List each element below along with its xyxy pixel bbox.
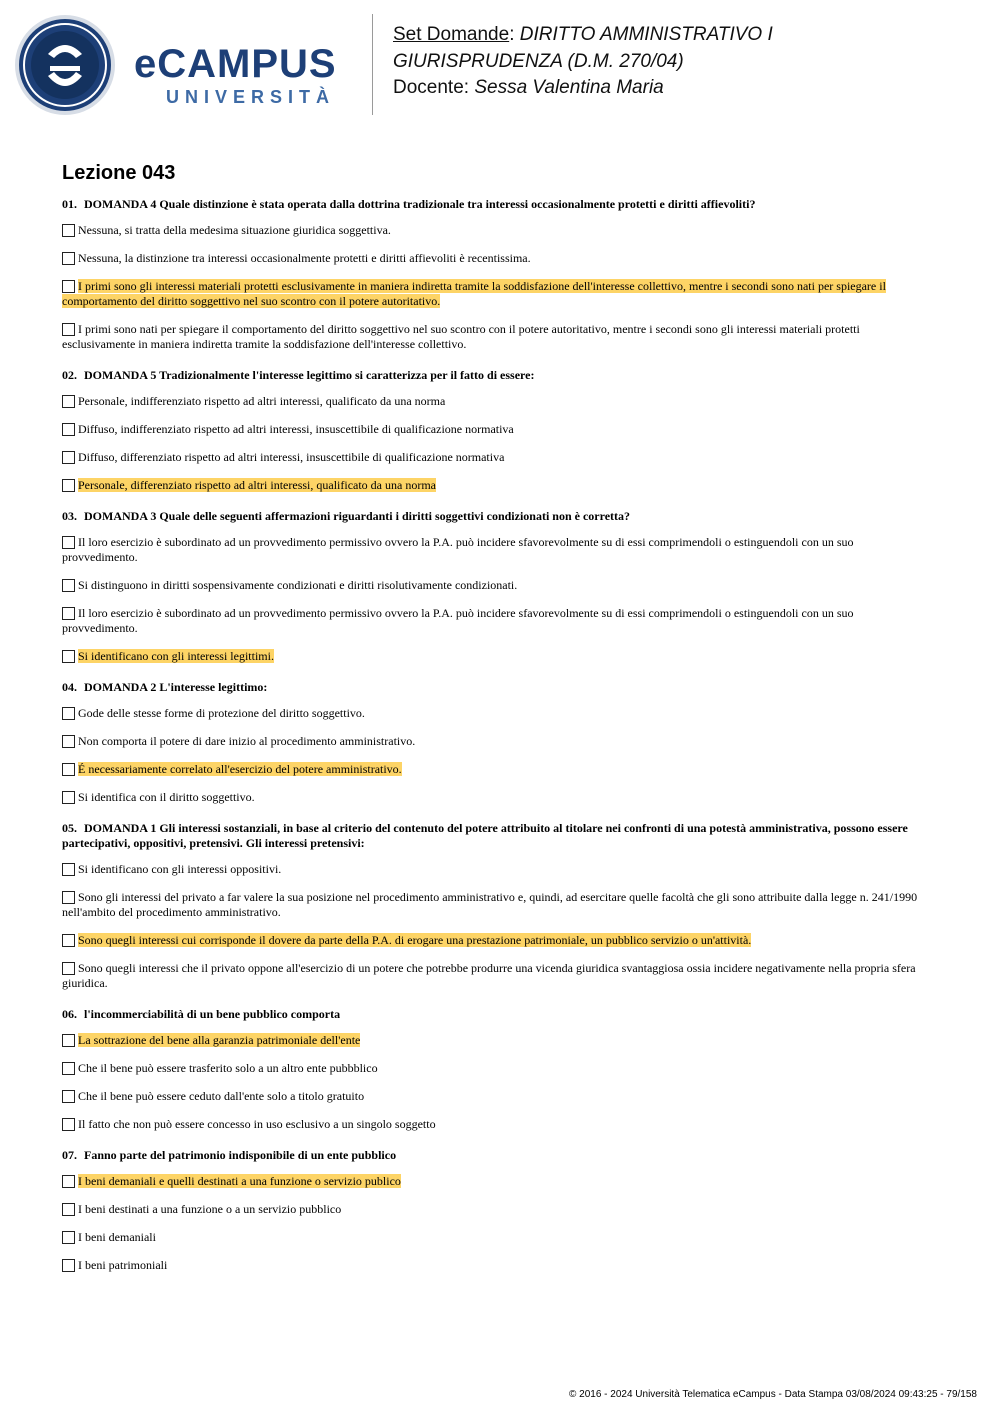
checkbox-icon[interactable] bbox=[62, 707, 75, 720]
set-line-2 bbox=[393, 49, 983, 76]
course-line-2: GIURISPRUDENZA (D.M. 270/04) bbox=[393, 50, 684, 72]
question-block bbox=[62, 1148, 928, 1273]
checkbox-icon[interactable] bbox=[62, 536, 75, 549]
lesson-title: Lezione 043 bbox=[62, 162, 176, 184]
checkbox-icon[interactable] bbox=[62, 1090, 75, 1103]
answer-text: Nessuna, la distinzione tra interessi occasionalmente protetti e diritti affievoliti è recentissima. bbox=[78, 251, 531, 265]
answer-text: Nessuna, si tratta della medesima situazione giuridica soggettiva. bbox=[78, 223, 391, 237]
answer-text: Si identifica con il diritto soggettivo. bbox=[78, 790, 255, 804]
checkbox-icon[interactable] bbox=[62, 934, 75, 947]
answer-option[interactable] bbox=[62, 450, 928, 465]
checkbox-icon[interactable] bbox=[62, 1259, 75, 1272]
answer-text: I beni destinati a una funzione o a un servizio pubblico bbox=[78, 1202, 342, 1216]
answer-option[interactable] bbox=[62, 422, 928, 437]
set-info bbox=[393, 22, 983, 102]
checkbox-icon[interactable] bbox=[62, 323, 75, 336]
answer-text: La sottrazione del bene alla garanzia patrimoniale dell'ente bbox=[78, 1033, 361, 1047]
answer-text: Personale, indifferenziato rispetto ad altri interessi, qualificato da una norma bbox=[78, 394, 446, 408]
checkbox-icon[interactable] bbox=[62, 962, 75, 975]
answer-text: É necessariamente correlato all'esercizio del potere amministrativo. bbox=[78, 762, 402, 776]
checkbox-icon[interactable] bbox=[62, 735, 75, 748]
checkbox-icon[interactable] bbox=[62, 451, 75, 464]
answer-option[interactable] bbox=[62, 251, 928, 266]
checkbox-icon[interactable] bbox=[62, 579, 75, 592]
checkbox-icon[interactable] bbox=[62, 395, 75, 408]
question-title bbox=[62, 368, 928, 383]
logo-subtitle: UNIVERSITÀ bbox=[166, 87, 336, 107]
checkbox-icon[interactable] bbox=[62, 891, 75, 904]
checkbox-icon[interactable] bbox=[62, 607, 75, 620]
document-header bbox=[0, 0, 1000, 125]
answer-option[interactable] bbox=[62, 535, 928, 565]
question-number: 05. bbox=[62, 821, 77, 835]
checkbox-icon[interactable] bbox=[62, 763, 75, 776]
question-title bbox=[62, 1007, 928, 1022]
question-title bbox=[62, 197, 928, 212]
question-block bbox=[62, 509, 928, 664]
question-text: Fanno parte del patrimonio indisponibile di un ente pubblico bbox=[84, 1148, 397, 1162]
set-label: Set Domande bbox=[393, 24, 510, 45]
answer-option[interactable] bbox=[62, 279, 928, 309]
checkbox-icon[interactable] bbox=[62, 252, 75, 265]
checkbox-icon[interactable] bbox=[62, 224, 75, 237]
answer-option[interactable] bbox=[62, 1061, 928, 1076]
answer-text: Il loro esercizio è subordinato ad un provvedimento permissivo ovvero la P.A. può incidere sfavorevolmente su di essi comprimendoli o estinguendoli con un suo provvedimento. bbox=[62, 535, 854, 564]
set-line-1: Set Domande: DIRITTO AMMINISTRATIVO I bbox=[393, 24, 773, 45]
checkbox-icon[interactable] bbox=[62, 791, 75, 804]
answer-option[interactable] bbox=[62, 933, 928, 948]
header-divider bbox=[372, 14, 373, 115]
answer-text: Diffuso, indifferenziato rispetto ad altri interessi, insuscettibile di qualificazione normativa bbox=[78, 422, 514, 436]
checkbox-icon[interactable] bbox=[62, 1118, 75, 1131]
answer-option[interactable] bbox=[62, 606, 928, 636]
question-text: DOMANDA 5 Tradizionalmente l'interesse legittimo si caratterizza per il fatto di essere: bbox=[84, 368, 535, 382]
answer-option[interactable] bbox=[62, 1258, 928, 1273]
answer-text: I beni demaniali e quelli destinati a una funzione o servizio publico bbox=[78, 1174, 401, 1188]
answer-text: I beni patrimoniali bbox=[78, 1258, 168, 1272]
answer-text: Si identificano con gli interessi legittimi. bbox=[78, 649, 274, 663]
docente-label: Docente bbox=[393, 77, 464, 98]
answer-option[interactable] bbox=[62, 1202, 928, 1217]
question-block bbox=[62, 197, 928, 352]
answer-text: Sono gli interessi del privato a far valere la sua posizione nel procedimento amministrativo e, quindi, ad esercitare quelle facoltà che gli sono attribuite dalla legge n. 241/1990 nell'ambito del procedimento amministrativo. bbox=[62, 890, 918, 919]
answer-option[interactable] bbox=[62, 223, 928, 238]
answer-option[interactable] bbox=[62, 1117, 928, 1132]
question-number: 07. bbox=[62, 1148, 77, 1162]
checkbox-icon[interactable] bbox=[62, 650, 75, 663]
answer-text: Che il bene può essere trasferito solo a un altro ente pubbblico bbox=[78, 1061, 378, 1075]
checkbox-icon[interactable] bbox=[62, 280, 75, 293]
answer-option[interactable] bbox=[62, 762, 928, 777]
answer-option[interactable] bbox=[62, 322, 928, 352]
answer-option[interactable] bbox=[62, 961, 928, 991]
answer-text: I primi sono nati per spiegare il comportamento del diritto soggettivo nel suo scontro con il potere autoritativo, mentre i secondi sono gli interessi materiali protetti esclusivamente in maniera indiretta tramite la soddisfazione dell'interesse collettivo. bbox=[62, 322, 860, 351]
answer-option[interactable] bbox=[62, 734, 928, 749]
checkbox-icon[interactable] bbox=[62, 863, 75, 876]
answer-text: Sono quegli interessi cui corrisponde il dovere da parte della P.A. di erogare una prestazione patrimoniale, un pubblico servizio o un'attività. bbox=[78, 933, 752, 947]
question-text: DOMANDA 4 Quale distinzione è stata operata dalla dottrina tradizionale tra interessi occasionalmente protetti e diritti affievoliti? bbox=[84, 197, 756, 211]
question-number: 03. bbox=[62, 509, 77, 523]
answer-text: Che il bene può essere ceduto dall'ente solo a titolo gratuito bbox=[78, 1089, 365, 1103]
question-title bbox=[62, 821, 928, 851]
answer-option[interactable] bbox=[62, 478, 928, 493]
checkbox-icon[interactable] bbox=[62, 1231, 75, 1244]
question-text: DOMANDA 2 L'interesse legittimo: bbox=[84, 680, 268, 694]
logo-wordmark: eCAMPUS bbox=[134, 42, 337, 86]
question-text: l'incommerciabilità di un bene pubblico comporta bbox=[84, 1007, 341, 1021]
question-number: 01. bbox=[62, 197, 77, 211]
answer-option[interactable] bbox=[62, 706, 928, 721]
ecampus-logo-icon bbox=[14, 14, 116, 116]
answer-text: Gode delle stesse forme di protezione del diritto soggettivo. bbox=[78, 706, 365, 720]
question-number: 06. bbox=[62, 1007, 77, 1021]
question-text: DOMANDA 3 Quale delle seguenti affermazioni riguardanti i diritti soggettivi condizionati non è corretta? bbox=[84, 509, 631, 523]
answer-text: Il loro esercizio è subordinato ad un provvedimento permissivo ovvero la P.A. può incidere sfavorevolmente su di essi comprimendoli o estinguendoli con un suo provvedimento. bbox=[62, 606, 854, 635]
answer-option[interactable] bbox=[62, 890, 928, 920]
checkbox-icon[interactable] bbox=[62, 479, 75, 492]
checkbox-icon[interactable] bbox=[62, 1034, 75, 1047]
checkbox-icon[interactable] bbox=[62, 1175, 75, 1188]
answer-option[interactable] bbox=[62, 649, 928, 664]
question-block bbox=[62, 1007, 928, 1132]
checkbox-icon[interactable] bbox=[62, 423, 75, 436]
answer-option[interactable] bbox=[62, 1230, 928, 1245]
question-title bbox=[62, 680, 928, 695]
question-block bbox=[62, 368, 928, 493]
answer-option[interactable] bbox=[62, 862, 928, 877]
answer-option[interactable] bbox=[62, 578, 928, 593]
course-line-1: DIRITTO AMMINISTRATIVO I bbox=[519, 24, 773, 45]
answer-option[interactable] bbox=[62, 1174, 928, 1189]
answer-text: Si identificano con gli interessi oppositivi. bbox=[78, 862, 282, 876]
question-number: 04. bbox=[62, 680, 77, 694]
page-footer: © 2016 - 2024 Università Telematica eCampus - Data Stampa 03/08/2024 09:43:25 - 79/158 bbox=[569, 1389, 977, 1400]
answer-text: Sono quegli interessi che il privato oppone all'esercizio di un potere che potrebbe produrre una vicenda giuridica svantaggiosa ossia incidere negativamente nella propria sfera giuridica. bbox=[62, 961, 916, 990]
answer-text: Diffuso, differenziato rispetto ad altri interessi, insuscettibile di qualificazione normativa bbox=[78, 450, 505, 464]
answer-option[interactable] bbox=[62, 394, 928, 409]
answer-option[interactable] bbox=[62, 1033, 928, 1048]
answer-option[interactable] bbox=[62, 1089, 928, 1104]
question-block bbox=[62, 821, 928, 991]
question-list bbox=[62, 197, 928, 1289]
docente-name: Sessa Valentina Maria bbox=[474, 77, 664, 98]
question-number: 02. bbox=[62, 368, 77, 382]
set-line-3: Docente: Sessa Valentina Maria bbox=[393, 77, 664, 98]
answer-text: Personale, differenziato rispetto ad altri interessi, qualificato da una norma bbox=[78, 478, 436, 492]
answer-text: Non comporta il potere di dare inizio al procedimento amministrativo. bbox=[78, 734, 416, 748]
question-title bbox=[62, 509, 928, 524]
question-block bbox=[62, 680, 928, 805]
question-text: DOMANDA 1 Gli interessi sostanziali, in base al criterio del contenuto del potere attribuito al titolare nei confronti di una potestà amministrativa, possono essere partecipativi, oppositivi, pretensivi. Gli interessi pretensivi: bbox=[62, 821, 908, 850]
answer-text: I primi sono gli interessi materiali protetti esclusivamente in maniera indiretta tramite la soddisfazione dell'interesse collettivo, mentre i secondi sono nati per spiegare il comportamento del diritto soggettivo nel suo scontro con il potere autoritativo. bbox=[62, 279, 886, 308]
answer-text: Si distinguono in diritti sospensivamente condizionati e diritti risolutivamente condizionati. bbox=[78, 578, 518, 592]
answer-option[interactable] bbox=[62, 790, 928, 805]
question-title bbox=[62, 1148, 928, 1163]
checkbox-icon[interactable] bbox=[62, 1062, 75, 1075]
answer-text: I beni demaniali bbox=[78, 1230, 156, 1244]
answer-text: Il fatto che non può essere concesso in uso esclusivo a un singolo soggetto bbox=[78, 1117, 436, 1131]
checkbox-icon[interactable] bbox=[62, 1203, 75, 1216]
